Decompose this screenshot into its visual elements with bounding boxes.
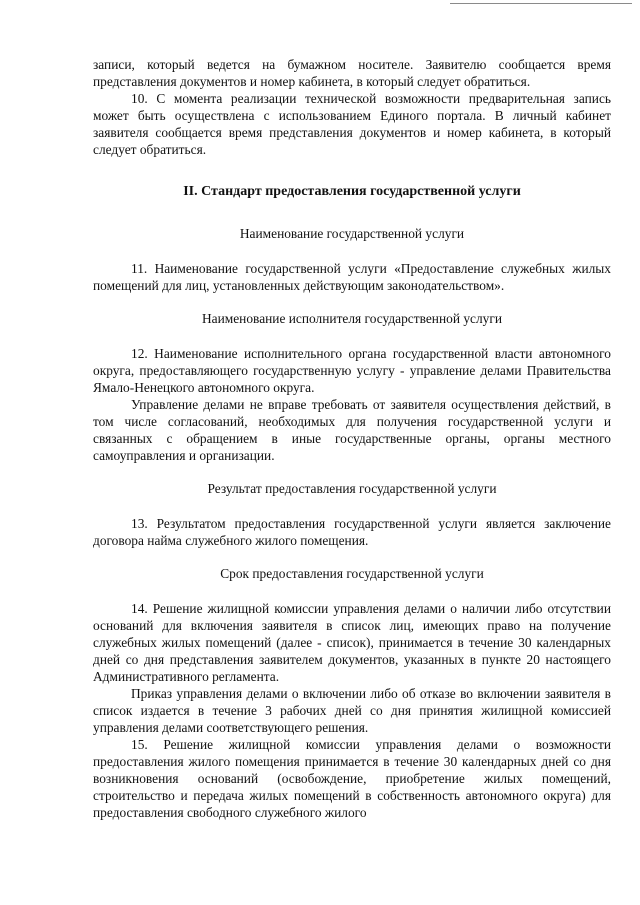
paragraph-12: 12. Наименование исполнительного органа государственной власти автономного округа, предоставляющего государственную услугу - управление делами Правительства Ямало-Ненецкого автономного округа. — [93, 346, 611, 395]
paragraph-12-restriction: Управление делами не вправе требовать от заявителя осуществления действий, в том числе согласований, необходимых для получения государственной услуги и связанных с обращением в иные государственные органы, органы местного самоуправления и организации. — [93, 397, 611, 463]
heading-service-executor: Наименование исполнителя государственной услуги — [201, 311, 503, 326]
paragraph-11: 11. Наименование государственной услуги «Предоставление служебных жилых помещений для лиц, установленных действующим законодательством». — [93, 261, 611, 293]
heading-service-name: Наименование государственной услуги — [239, 226, 465, 241]
paragraph-14-order: Приказ управления делами о включении либо об отказе во включении заявителя в список издается в течение 3 рабочих дней со дня принятия жилищной комиссией управления делами соответствующего решения. — [93, 686, 611, 735]
scan-edge-line — [450, 3, 632, 4]
paragraph-10: 10. С момента реализации технической возможности предварительная запись может быть осуществлена с использованием Единого портала. В личный кабинет заявителя сообщается время представления документов и номер кабинета, в который следует обратиться. — [93, 91, 611, 157]
paragraph-15: 15. Решение жилищной комиссии управления делами о возможности предоставления жилого помещения принимается в течение 30 календарных дней со дня возникновения оснований (освобождение, приобретение жилых помещений, строительство и передача жилых помещений в собственность автономного округа) для предоставления свободного служебного жилого — [93, 737, 611, 820]
paragraph-14: 14. Решение жилищной комиссии управления делами о наличии либо отсутствии оснований для включения заявителя в список лиц, имеющих право на получение служебных жилых помещений (далее - список), принимается в течение 30 календарных дней со дня представления заявителем документов, указанных в пункте 20 настоящего Административного регламента. — [93, 601, 611, 684]
document-body — [93, 56, 611, 821]
heading-service-result: Результат предоставления государственной услуги — [207, 481, 497, 496]
paragraph-13: 13. Результатом предоставления государственной услуги является заключение договора найма служебного жилого помещения. — [93, 516, 611, 548]
paragraph-continuation: записи, который ведется на бумажном носителе. Заявителю сообщается время представления документов и номер кабинета, в который следует обратиться. — [93, 57, 611, 89]
section-title: II. Стандарт предоставления государственной услуги — [183, 184, 521, 199]
heading-service-term: Срок предоставления государственной услуги — [220, 566, 484, 581]
